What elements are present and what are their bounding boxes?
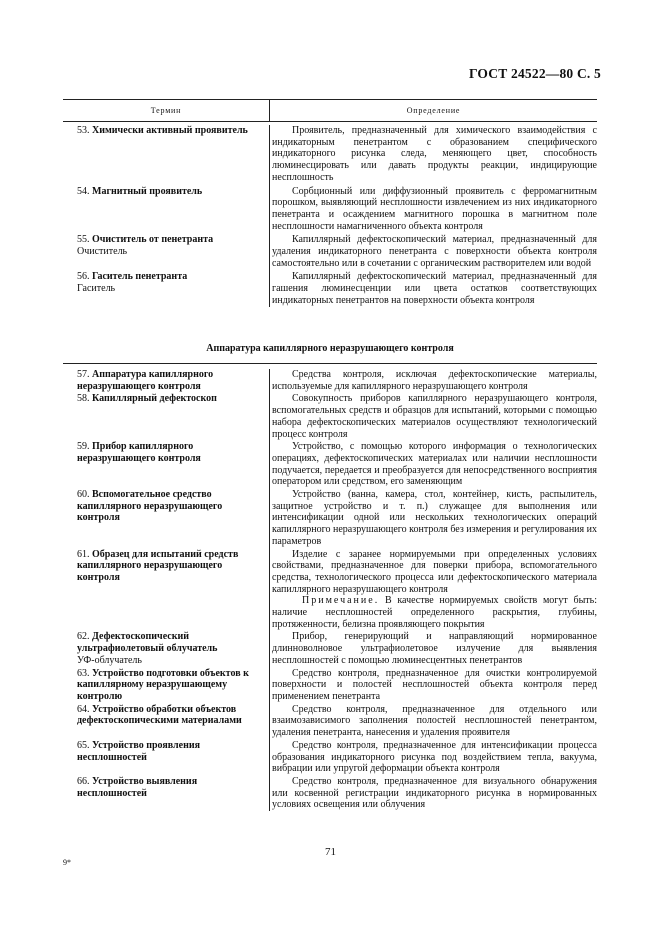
table-row xyxy=(63,393,597,440)
definition-text: Изделие с заранее нормируемыми при определенных условиях свойствами, предназначенное для поверки прибора, вспомогательного средства, технологического процесса или дефектоскопического материала капиллярного неразрушающего контроля xyxy=(272,548,597,595)
rows-bottom xyxy=(63,369,597,811)
definition-cell xyxy=(269,489,597,548)
term-name: Прибор капиллярного неразрушающего контроля xyxy=(77,441,201,464)
table-row xyxy=(63,234,597,269)
term-cell xyxy=(63,776,269,811)
term-synonym: Очиститель xyxy=(77,246,128,258)
table-row xyxy=(63,489,597,548)
term-cell xyxy=(63,549,269,631)
terms-table xyxy=(63,99,597,307)
definition-text: Средство контроля, предназначенное для очистки контролируемой поверхности и полостей несплошностей объекта контроля перед применением пенетранта xyxy=(272,667,597,702)
definition-text: Средства контроля, исключая дефектоскопические материалы, используемые для капиллярного неразрушающего контроля xyxy=(272,369,597,392)
definition-text: Капиллярный дефектоскопический материал, предназначенный для гашения люминесценции или цвета остатков соответствующих индикаторных пенетрантов на поверхности объекта контроля xyxy=(272,271,597,306)
term-cell xyxy=(63,186,269,233)
table-row xyxy=(63,271,597,306)
term-name: Аппаратура капиллярного неразрушающего контроля xyxy=(77,369,214,392)
term-name: Образец для испытаний средств капиллярного неразрушающего контроля xyxy=(77,548,239,583)
definition-text: Средство контроля, предназначенное для визуального обнаружения или косвенной регистрации индикаторного рисунка в нормированных условиях освещения или облучения xyxy=(272,775,597,811)
term-number: 57. xyxy=(77,369,92,380)
table-row xyxy=(63,186,597,233)
column-header-term: Термин xyxy=(150,106,182,115)
definition-text: Устройство (ванна, камера, стол, контейнер, кисть, распылитель, защитное устройство и т. п.) служащее для выполнения или интенсификации одной или нескольких технологических операций капиллярного неразрушающего контроля без измерения и регулирования их параметров xyxy=(272,489,597,547)
definition-text: Сорбционный или диффузионный проявитель с ферромагнитным порошком, выявляющий несплошности извлечением из них индикаторного пенетранта и осаждением магнитного порошка в магнитном поле несплошности намагниченного объекта контроля xyxy=(272,185,597,232)
term-number: 61. xyxy=(77,548,92,560)
term-number: 55. xyxy=(77,234,92,246)
term-number: 56. xyxy=(77,271,92,283)
term-name: Устройство подготовки объектов к капиллярному неразрушающему контролю xyxy=(77,667,249,702)
definition-cell xyxy=(269,369,597,392)
definition-text: Средство контроля, предназначенное для интенсификации процесса образования индикаторного рисунка под воздействием тепла, вакуума, вибрации или упругой деформации объекта контроля xyxy=(272,739,597,775)
term-number: 64. xyxy=(77,703,92,715)
term-name: Химически активный проявитель xyxy=(92,125,248,136)
term-number: 54. xyxy=(77,185,92,197)
page-number: 71 xyxy=(325,846,336,858)
footer-mark: 9* xyxy=(63,858,71,867)
term-synonym: УФ-облучатель xyxy=(77,654,142,666)
term-number: 66. xyxy=(77,775,92,787)
term-number: 60. xyxy=(77,489,92,501)
term-number: 65. xyxy=(77,739,92,751)
definition-cell xyxy=(269,549,597,631)
definition-note xyxy=(272,595,597,630)
column-divider xyxy=(269,125,270,307)
terms-table-continued xyxy=(63,363,597,811)
term-cell xyxy=(63,489,269,548)
term-cell xyxy=(63,271,269,306)
term-name: Дефектоскопический ультрафиолетовый облучатель xyxy=(77,631,218,655)
table-row xyxy=(63,549,597,631)
term-number: 62. xyxy=(77,631,92,643)
definition-text: Устройство, с помощью которого информация о технологических операциях, дефектоскопических материалах или наличии несплошности подучается, передается и преобразуется для непосредственного восприятия оператором или средством, его заменяющим xyxy=(272,441,597,488)
definition-cell xyxy=(269,186,597,233)
definition-cell xyxy=(269,441,597,488)
table-row xyxy=(63,125,597,184)
note-text: В качестве нормируемых свойств могут быть: наличие несплошностей определенного раскрытия, глубины, протяженности, белизна проявляющего покрытия xyxy=(272,595,598,630)
column-header-definition: Определение xyxy=(269,100,597,121)
term-number: 53. xyxy=(77,125,92,136)
definition-cell xyxy=(269,740,597,775)
definition-text: Проявитель, предназначенный для химического взаимодействия с индикаторным пенетрантом с образованием специфического индикаторного рисунка следа, меняющего цвет, способность люминесцировать или давать продукты реакции, индицирующие несплошность xyxy=(272,125,597,183)
definition-text: Прибор, генерирующий и направляющий нормированное длинноволновое ультрафиолетовое излучение для выявления несплошностей с помощью люминесцентных пенетрантов xyxy=(272,631,597,666)
rows-top xyxy=(63,125,597,307)
term-cell xyxy=(63,393,269,440)
term-name: Очиститель от пенетранта xyxy=(92,234,214,246)
term-cell xyxy=(63,740,269,775)
term-name: Гаситель пенетранта xyxy=(92,271,188,283)
term-number: 59. xyxy=(77,441,92,453)
term-number: 58. xyxy=(77,393,92,405)
definition-cell xyxy=(269,271,597,306)
definition-text: Капиллярный дефектоскопический материал, предназначенный для удаления индикаторного пенетранта с поверхности объекта контроля самостоятельно или в сочетании с органическим растворителем или водой xyxy=(272,234,597,269)
definition-cell xyxy=(269,393,597,440)
term-name: Магнитный проявитель xyxy=(92,185,203,197)
term-cell xyxy=(63,369,269,392)
table-row xyxy=(63,631,597,666)
definition-cell xyxy=(269,125,597,184)
term-synonym: Гаситель xyxy=(77,283,116,295)
table-row xyxy=(63,668,597,703)
definition-cell xyxy=(269,234,597,269)
term-cell xyxy=(63,125,269,184)
term-number: 63. xyxy=(77,667,92,679)
table-row xyxy=(63,704,597,739)
definition-cell xyxy=(269,776,597,811)
table-row xyxy=(63,441,597,488)
term-cell xyxy=(63,234,269,269)
term-cell xyxy=(63,441,269,488)
definition-cell xyxy=(269,704,597,739)
definition-cell xyxy=(269,631,597,666)
definition-cell xyxy=(269,668,597,703)
definition-text: Средство контроля, предназначенное для отдельного или взаимозависимого заполнения полостей несплошностей пенетрантом, удаления пенетранта, нанесения и удаления проявителя xyxy=(272,703,597,739)
term-name: Капиллярный дефектоскоп xyxy=(92,393,217,405)
term-cell xyxy=(63,631,269,666)
table-row xyxy=(63,740,597,775)
term-cell xyxy=(63,668,269,703)
document-header: ГОСТ 24522—80 С. 5 xyxy=(468,66,601,81)
table-row xyxy=(63,369,597,392)
definition-text: Совокупность приборов капиллярного неразрушающего контроля, вспомогательных средств и образцов для испытаний, которыми с помощью набора дефектоскопических материалов осуществляют технологический процесс контроля xyxy=(272,393,597,440)
table-row xyxy=(63,776,597,811)
term-name: Устройство проявления несплошностей xyxy=(77,739,201,763)
term-name: Вспомогательное средство капиллярного неразрушающего контроля xyxy=(77,489,223,524)
term-name: Устройство выявления несплошностей xyxy=(77,775,198,799)
term-cell xyxy=(63,704,269,739)
column-divider xyxy=(269,369,270,811)
term-name: Устройство обработки объектов дефектоскопическими материалами xyxy=(77,703,242,727)
table-header xyxy=(63,99,597,122)
note-label: Примечание. xyxy=(302,595,380,607)
section-heading: Аппаратура капиллярного неразрушающего контроля xyxy=(206,343,454,354)
